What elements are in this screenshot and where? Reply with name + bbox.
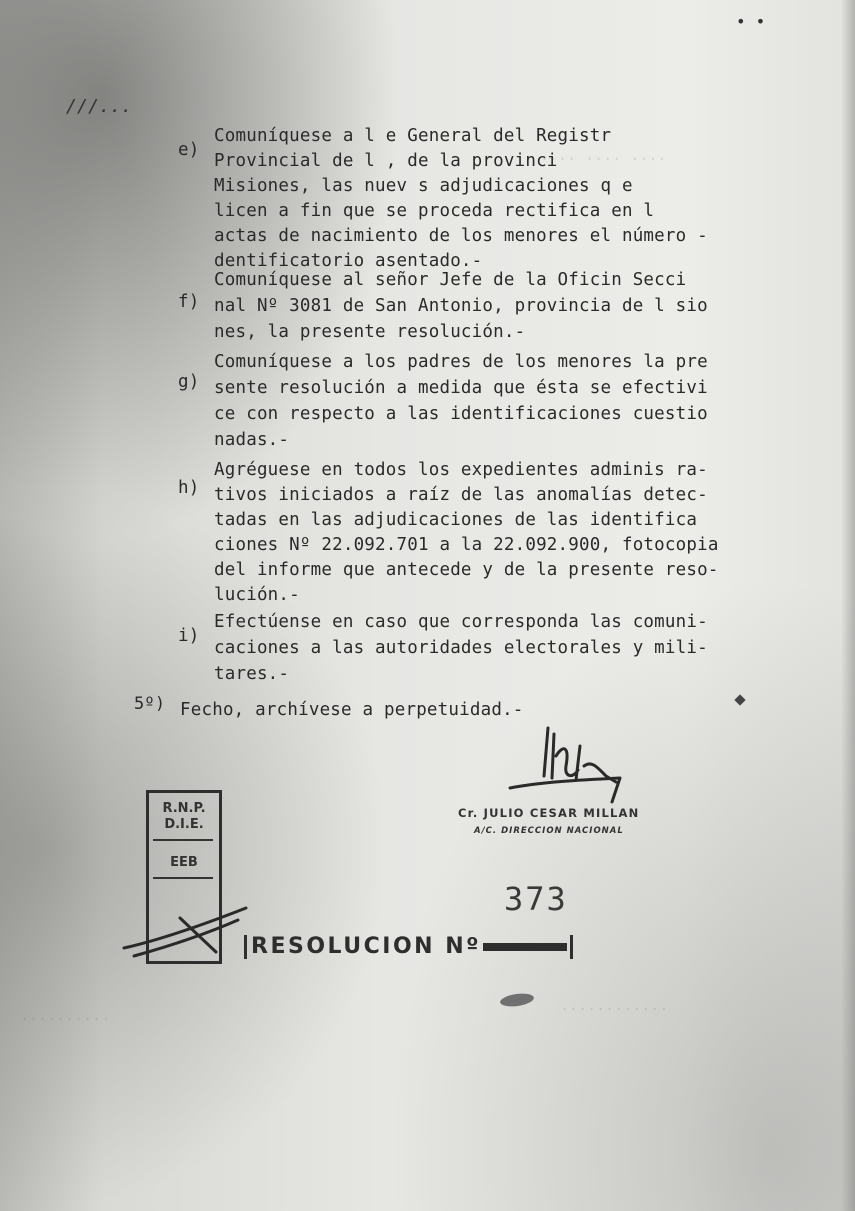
- stamp-line: EEB: [170, 855, 198, 870]
- item-line: tares.-: [214, 664, 290, 684]
- resolution-number: 373: [504, 880, 568, 918]
- stamp-bracket-left: [244, 935, 247, 959]
- stamp-bracket-right: [570, 935, 573, 959]
- item-line: tadas en las adjudicaciones de las identifica: [214, 510, 698, 530]
- ink-smudge: [499, 992, 534, 1009]
- signatory-title: A/C. DIRECCION NACIONAL: [474, 826, 624, 836]
- item-line: Provincial de l , de la provinci: [214, 151, 558, 171]
- item-line: caciones a las autoridades electorales y mili-: [214, 638, 708, 658]
- bleed-through: ············: [560, 1000, 669, 1018]
- item-label: g): [178, 372, 200, 392]
- item-label: i): [178, 626, 200, 646]
- item-label: e): [178, 140, 200, 160]
- item-line: actas de nacimiento de los menores el número -: [214, 226, 708, 246]
- page-edge-shadow: [841, 0, 855, 1211]
- resolution-stamp: [244, 934, 573, 959]
- item-line: Comuníquese a l e General del Registr: [214, 126, 612, 146]
- item-line: Comuníquese al señor Jefe de la Oficin Secci: [214, 270, 687, 290]
- bleed-through: ··········: [20, 1010, 111, 1028]
- item-line: lución.-: [214, 585, 300, 605]
- bleed-through: ···· ···· ····: [540, 150, 667, 168]
- item-line: Misiones, las nuev s adjudicaciones q e: [214, 176, 633, 196]
- item-line: Comuníquese a los padres de los menores la pre: [214, 352, 708, 372]
- stamp-divider: [153, 839, 213, 841]
- item-label: h): [178, 478, 200, 498]
- item-label: f): [178, 292, 200, 312]
- page-marks: • •: [736, 12, 766, 31]
- stamp-divider: [153, 877, 213, 879]
- item-line: del informe que antecede y de la presente reso-: [214, 560, 719, 580]
- final-item-number: 5º): [134, 694, 166, 714]
- item-line: ce con respecto a las identificaciones cuestio: [214, 404, 708, 424]
- final-item-text: Fecho, archívese a perpetuidad.-: [180, 700, 524, 720]
- item-line: sente resolución a medida que ésta se efectivi: [214, 378, 708, 398]
- item-line: nal Nº 3081 de San Antonio, provincia de l sio: [214, 296, 708, 316]
- handwritten-signature: [500, 716, 640, 806]
- item-line: Agréguese en todos los expedientes adminis ra-: [214, 460, 708, 480]
- item-line: Efectúense en caso que corresponda las comuni-: [214, 612, 708, 632]
- redaction-bar: [483, 943, 567, 951]
- item-line: tivos iniciados a raíz de las anomalías detec-: [214, 485, 708, 505]
- continuation-mark: ///...: [66, 96, 133, 117]
- signatory-name: Cr. JULIO CESAR MILLAN: [458, 806, 640, 820]
- ink-mark: [734, 694, 745, 705]
- stamp-line: D.I.E.: [164, 817, 204, 832]
- item-line: ciones Nº 22.092.701 a la 22.092.900, fotocopia: [214, 535, 719, 555]
- item-line: dentificatorio asentado.-: [214, 251, 483, 271]
- item-line: nes, la presente resolución.-: [214, 322, 526, 342]
- stamp-strike-mark: [120, 900, 250, 960]
- stamp-line: R.N.P.: [162, 801, 206, 816]
- item-line: licen a fin que se proceda rectifica en l: [214, 201, 655, 221]
- item-line: nadas.-: [214, 430, 290, 450]
- resolution-label: RESOLUCION Nº: [251, 934, 482, 959]
